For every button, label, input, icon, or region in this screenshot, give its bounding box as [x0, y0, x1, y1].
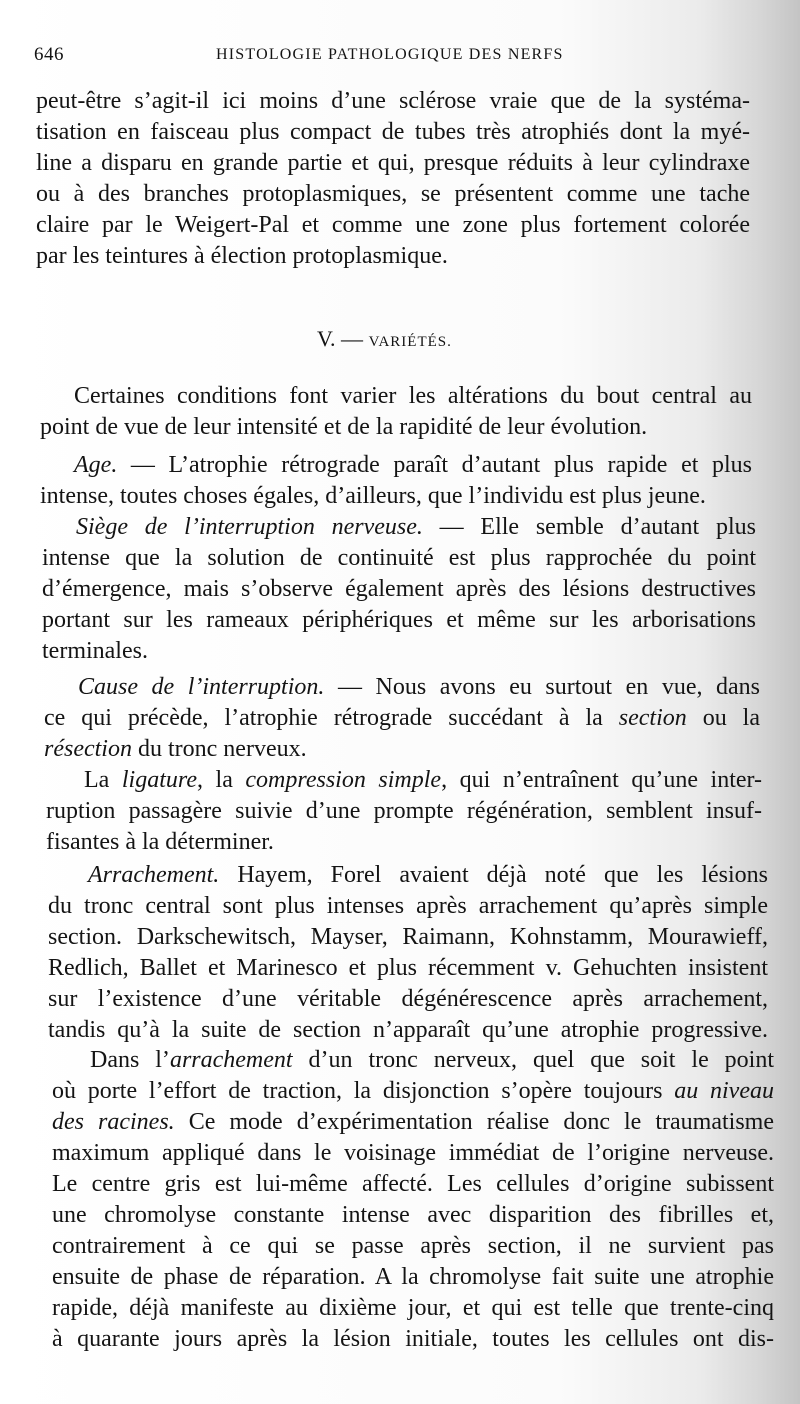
paragraph-arrachement [48, 860, 768, 1046]
text-line: rapide, déjà manifeste au dixième jour, et qui est telle que trente-cinq [52, 1295, 774, 1321]
arrachement-label: Arrachement. [88, 862, 220, 888]
text-line: sur l’existence d’une véritable dégénérescence après arrachement, [48, 986, 768, 1012]
paragraph-siege [42, 512, 756, 667]
section-number: V. — [317, 326, 364, 351]
paragraph-ligature [46, 765, 762, 858]
paragraph-age [40, 450, 752, 512]
text-line: intense, toutes choses égales, d’ailleurs, que l’individu est plus jeune. [40, 483, 706, 509]
cause-label: Cause de l’interruption. [78, 674, 325, 700]
text-line: fisantes à la déterminer. [46, 829, 274, 855]
text-line: des racines. Ce mode d’expérimentation réalise donc le traumatisme [52, 1109, 774, 1135]
text-line: où porte l’effort de traction, la disjonction s’opère toujours au niveau [52, 1078, 774, 1104]
text-line: point de vue de leur intensité et de la rapidité de leur évolution. [40, 414, 648, 440]
text-line: ensuite de phase de réparation. A la chromolyse fait suite une atrophie [52, 1264, 774, 1290]
page-number: 646 [34, 44, 64, 65]
text-line: La ligature, la compression simple, qui n’entraînent qu’une inter- [84, 767, 763, 793]
paragraph-cause [44, 672, 760, 765]
text-line: claire par le Weigert-Pal et comme une zone plus fortement colorée [36, 212, 750, 238]
running-title: HISTOLOGIE PATHOLOGIQUE DES NERFS [216, 46, 564, 63]
text-line: Redlich, Ballet et Marinesco et plus récemment v. Gehuchten insistent [48, 955, 768, 981]
text-line: terminales. [42, 638, 148, 664]
text-line: Dans l’arrachement d’un tronc nerveux, quel que soit le point [90, 1047, 775, 1073]
text-line: peut-être s’agit-il ici moins d’une sclérose vraie que de la systéma- [36, 88, 750, 114]
text-line: tisation en faisceau plus compact de tubes très atrophiés dont la myé- [36, 119, 750, 145]
text-line: ce qui précède, l’atrophie rétrograde succédant à la section ou la [44, 705, 760, 731]
text-line: maximum appliqué dans le voisinage immédiat de l’origine nerveuse. [52, 1140, 774, 1166]
text-line: résection du tronc nerveux. [44, 736, 307, 762]
text-line: intense que la solution de continuité est plus rapprochée du point [42, 545, 756, 571]
text-line: ou à des branches protoplasmiques, se présentent comme une tache [36, 181, 750, 207]
text-line: tandis qu’à la suite de section n’apparaît qu’une atrophie progressive. [48, 1017, 768, 1043]
paragraph-intro [40, 381, 752, 443]
text-line: par les teintures à élection protoplasmique. [36, 243, 448, 269]
text-line: Siège de l’interruption nerveuse. — Elle semble d’autant plus [76, 514, 756, 540]
text-line: Le centre gris est lui-même affecté. Les cellules d’origine subissent [52, 1171, 774, 1197]
siege-label: Siège de l’interruption nerveuse. [76, 514, 423, 540]
section-heading [317, 326, 452, 352]
text-line: contrairement à ce qui se passe après section, il ne survient pas [52, 1233, 774, 1259]
text-line: ruption passagère suivie d’une prompte régénération, semblent insuf- [46, 798, 762, 824]
page-header [34, 44, 750, 74]
text-line: portant sur les rameaux périphériques et même sur les arborisations [42, 607, 756, 633]
text-line: à quarante jours après la lésion initiale, toutes les cellules ont dis- [52, 1326, 774, 1352]
text-line: Cause de l’interruption. — Nous avons eu surtout en vue, dans [78, 674, 760, 700]
text-line: section. Darkschewitsch, Mayser, Raimann, Kohnstamm, Mourawieff, [48, 924, 768, 950]
text-line: Age. — L’atrophie rétrograde paraît d’autant plus rapide et plus [74, 452, 752, 478]
text-line: du tronc central sont plus intenses après arrachement qu’après simple [48, 893, 768, 919]
age-label: Age. [74, 452, 118, 478]
text-line: Arrachement. Hayem, Forel avaient déjà noté que les lésions [88, 862, 768, 888]
text-line: une chromolyse constante intense avec disparition des fibrilles et, [52, 1202, 774, 1228]
text-line: d’émergence, mais s’observe également après des lésions destructives [42, 576, 756, 602]
paragraph-dans [52, 1045, 774, 1355]
text-line: Certaines conditions font varier les altérations du bout central au [74, 383, 752, 409]
paragraph-continuation [36, 86, 750, 272]
text-line: line a disparu en grande partie et qui, presque réduits à leur cylindraxe [36, 150, 750, 176]
section-title: VARIÉTÉS. [368, 334, 452, 350]
